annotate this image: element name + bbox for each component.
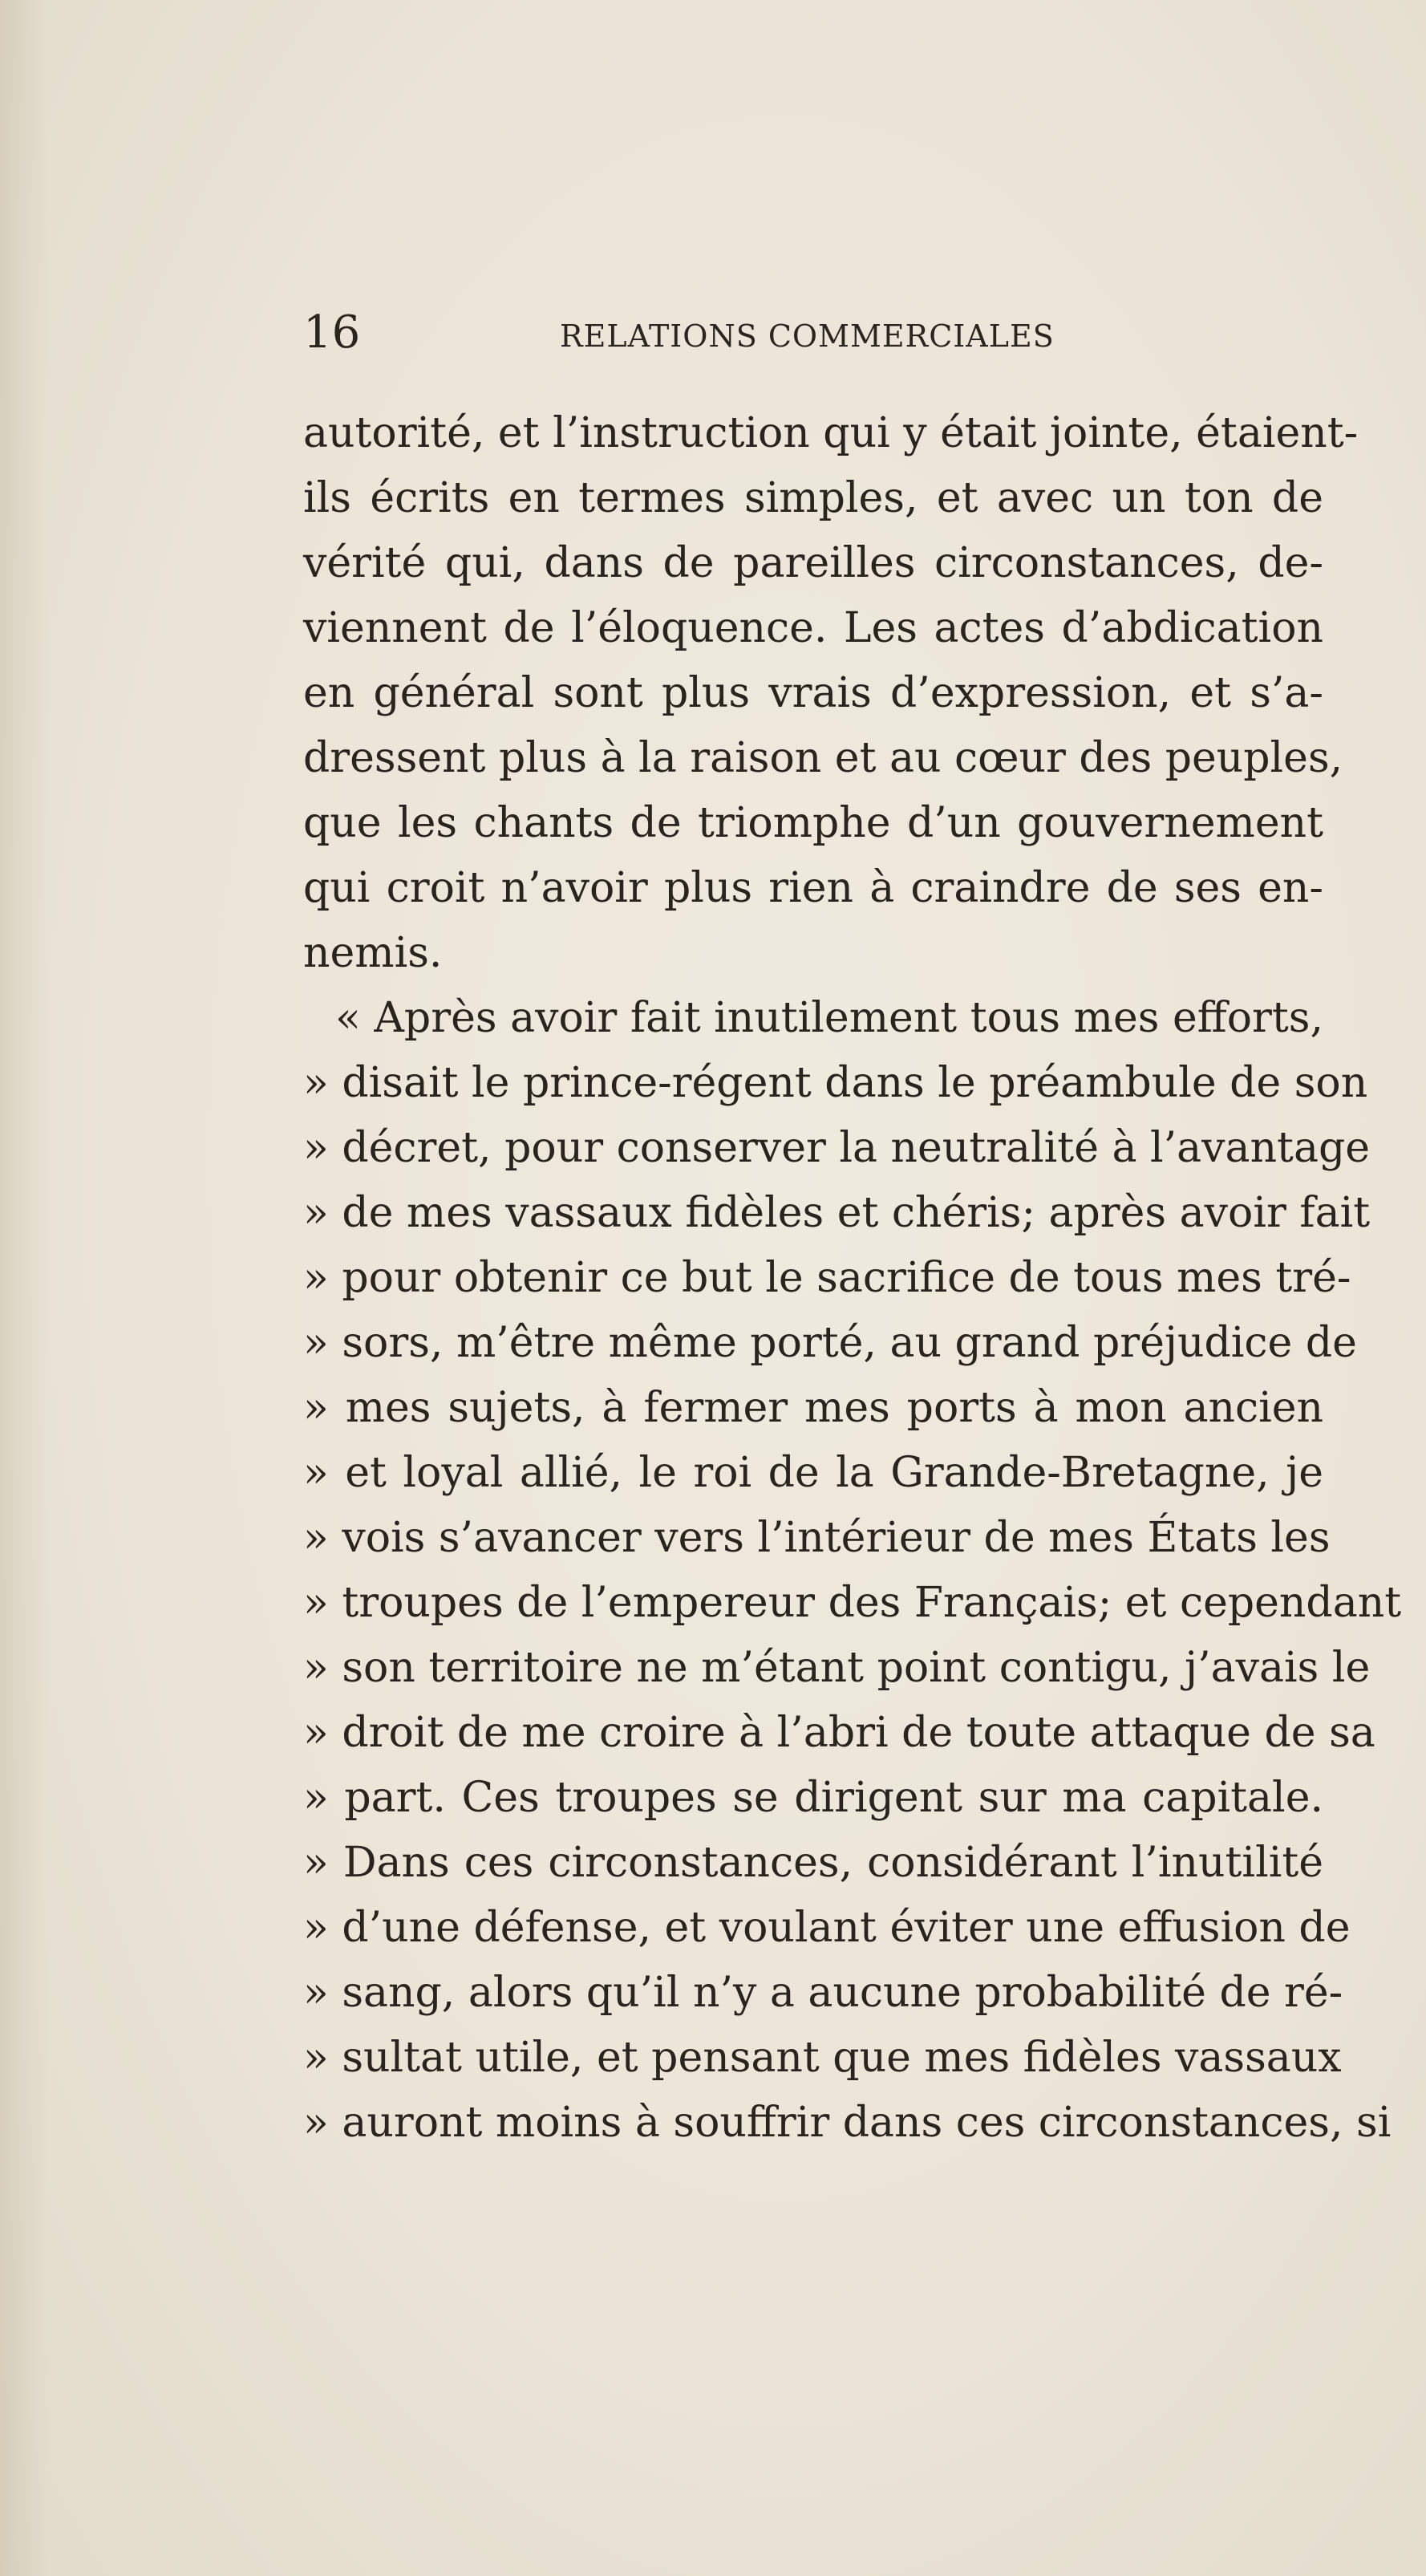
page-number: 16 — [303, 306, 361, 359]
text-line: que les chants de triomphe d’un gouvernement — [303, 799, 1323, 847]
text-line: » Dans ces circonstances, considérant l’inutilité — [303, 1839, 1323, 1887]
text-line: qui croit n’avoir plus rien à craindre de ses en- — [303, 864, 1323, 912]
text-line: » troupes de l’empereur des Français; et cependant — [303, 1579, 1402, 1627]
text-line: » sultat utile, et pensant que mes fidèles vassaux — [303, 2034, 1342, 2082]
page-edge-shadow — [0, 0, 48, 2576]
text-line: » droit de me croire à l’abri de toute attaque de sa — [303, 1709, 1375, 1757]
text-line: » son territoire ne m’étant point contigu, j’avais le — [303, 1644, 1371, 1692]
text-line: » sang, alors qu’il n’y a aucune probabilité de ré- — [303, 1969, 1343, 2017]
running-head: RELATIONS COMMERCIALES — [560, 318, 1055, 354]
text-line: vérité qui, dans de pareilles circonstances, de- — [303, 539, 1323, 587]
text-line: viennent de l’éloquence. Les actes d’abdication — [303, 604, 1323, 652]
text-line: nemis. — [303, 929, 443, 977]
text-line: « Après avoir fait inutilement tous mes efforts, — [335, 994, 1323, 1042]
text-line: » vois s’avancer vers l’intérieur de mes États les — [303, 1514, 1331, 1562]
text-line: » mes sujets, à fermer mes ports à mon ancien — [303, 1384, 1323, 1432]
text-line: ils écrits en termes simples, et avec un ton de — [303, 474, 1323, 522]
body-text — [303, 401, 1402, 2156]
text-line: » d’une défense, et voulant éviter une effusion de — [303, 1904, 1351, 1952]
text-line: » disait le prince-régent dans le préambule de son — [303, 1059, 1368, 1107]
text-line: en général sont plus vrais d’expression, et s’a- — [303, 669, 1323, 717]
text-line: autorité, et l’instruction qui y était jointe, étaient- — [303, 409, 1359, 457]
text-line: » et loyal allié, le roi de la Grande-Bretagne, je — [303, 1449, 1323, 1497]
text-line: » pour obtenir ce but le sacrifice de tous mes tré- — [303, 1254, 1351, 1302]
text-line: » part. Ces troupes se dirigent sur ma capitale. — [303, 1774, 1323, 1822]
page-header — [303, 305, 1322, 361]
text-line: » décret, pour conserver la neutralité à l’avantage — [303, 1124, 1371, 1172]
text-line: » sors, m’être même porté, au grand préjudice de — [303, 1319, 1357, 1367]
text-line: » auront moins à souffrir dans ces circonstances, si — [303, 2099, 1392, 2147]
text-line: » de mes vassaux fidèles et chéris; après avoir fait — [303, 1189, 1371, 1237]
text-line: dressent plus à la raison et au cœur des peuples, — [303, 734, 1343, 782]
